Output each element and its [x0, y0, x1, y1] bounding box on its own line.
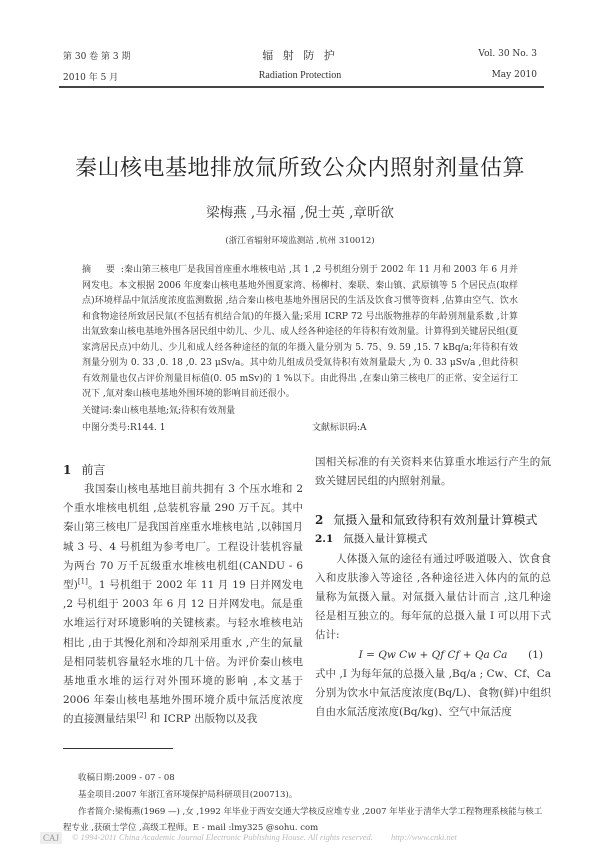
section-title: 氚摄入量和氚致待积有效剂量计算模式	[333, 513, 538, 528]
date-en: May 2010	[491, 70, 537, 80]
fund-project: 基金项目:2007 年浙江省环境保护局科研项目(200713)。	[78, 790, 298, 800]
volume-issue-cn: 第 30 卷 第 3 期	[63, 52, 131, 62]
date-cn: 2010 年 5 月	[63, 73, 119, 83]
publisher-logo-icon: CAJ	[40, 832, 62, 844]
abstract-text: :秦山第三核电厂是我国首座重水堆核电站 ,其 1 ,2 号机组分别于 2002 年 11 月和 2003 年 6 月并网发电。本文根据 2006 年度秦山核电基地外围夏家湾、杨柳村、秦联、秦山镇、武原镇等 5 个居民点(取样点)环境样品中氚活度浓度监测数据 ,结合秦山核电基地外围居民的生活及饮食习惯等资料 ,估算由空气、饮水和食物途径所致居民氚(不包括有机结合氚)的年摄入量;采用 ICRP 72 号出版物推荐的年龄别剂量系数 ,计算出氚致秦山核电基地外围各居民组中幼儿、少儿、成人经各种途径的年待积有效剂量。计算得到关键居民组(夏家湾居民点)中幼儿、少儿和成人经各种途径的氚的年摄入量分别为 5. 75、9. 59 ,15. 7 kBq/a;年待积有效剂量分别为 0. 33 ,0. 18 ,0. 23 μSv/a。其中幼儿组成员受氚待积有效剂量最大 ,为 0. 33 μSv/a ,但此待积有效剂量也仅占评价剂量目标值(0. 05 mSv)的 1 %以下。由此得出 ,在秦山第三核电厂的正常、安全运行工况下 ,氚对秦山核电基地外围环境的影响目前还很小。	[82, 265, 518, 399]
cnki-link[interactable]: http://www.cnki.net	[390, 832, 457, 842]
author-bio: 作者简介:梁梅燕(1969 —) ,女 ,1992 年毕业于西安交通大学核反应堆专业 ,2007 年毕业于清华大学工程物理系核能与核工程专业 ,获硕士学位 ,高级工程师。E - mail :lmy325 @sohu. com	[63, 807, 543, 833]
footnote-rule	[63, 748, 173, 749]
section-title: 前言	[81, 463, 106, 477]
journal-name-cn: 辐 射 防 护	[262, 49, 338, 62]
journal-name-en: Radiation Protection	[258, 70, 342, 81]
intro-text-c: 和 ICRP 出版物以及我	[146, 713, 258, 726]
subsection-number: 2.1	[315, 533, 334, 546]
citation-2[interactable]: [2]	[136, 711, 147, 720]
header-rule	[59, 86, 544, 88]
formula-text: I = Qw Cw + Qf Cf + Qa Ca	[358, 648, 508, 661]
volume-issue-en: Vol. 30 No. 3	[478, 49, 537, 59]
classification-code: 中图分类号:R144. 1	[82, 423, 166, 433]
abstract	[82, 263, 518, 403]
document-id-code: 文献标识码:A	[312, 423, 367, 433]
page-footer	[40, 832, 560, 844]
keywords: 关键词:秦山核电基地;氚;待积有效剂量	[82, 406, 236, 416]
equation-number: (1)	[528, 648, 543, 661]
section-heading-2	[315, 510, 551, 530]
affiliation: (浙江省辐射环境监测站 ,杭州 310012)	[225, 236, 375, 246]
intro-text-b: 。1 号机组于 2002 年 11 月 19 日并网发电 ,2 号机组于 2003 年 6 月 12 日并网发电。氚是重水堆运行对环境影响的关键核素。与轻水堆核电站相比 ,由于其慢化剂和冷却剂采用重水 ,产生的氚量是相同装机容量轻水堆的几十倍。为评价秦山核电基地重水堆的运行对外围环境的影响 ,本文基于 2006 年秦山核电基地外围环境介质中氚活度浓度的直接测量结果	[63, 579, 303, 726]
intake-paragraph: 人体摄入氚的途径有通过呼吸道吸入、饮食食入和皮肤渗入等途径 ,各种途径进入体内的氚的总量称为氚摄入量。对氚摄入量估计而言 ,这几种途径是相互独立的。每年氚的总摄入量 I 可以用下式估计:	[315, 552, 551, 642]
intro-continued: 国相关标准的有关资料来估算重水堆运行产生的氚致关键居民组的内照射剂量。	[315, 456, 551, 488]
received-date: 收稿日期:2009 - 07 - 08	[78, 773, 175, 783]
copyright-text: © 1994-2011 China Academic Journal Electronic Publishing House. All rights reserved.	[72, 832, 373, 842]
equation-1	[315, 646, 551, 665]
section-heading-1	[63, 460, 303, 480]
abstract-label: 摘 要	[82, 265, 121, 275]
section-number: 1	[63, 463, 72, 477]
subsection-heading-2-1	[315, 530, 551, 549]
intro-text-a: 我国秦山核电基地目前共拥有 3 个压水堆和 2 个重水堆核电机组 ,总装机容量 290 万千瓦。其中秦山第三核电厂是我国首座重水堆核电站 ,以韩国月城 3 号、4 号机组为参考电厂。工程设计装机容量为两台 70 万千瓦级重水堆核电机组(CANDU - 6 型)	[63, 483, 303, 592]
author-list: 梁梅燕 ,马永福 ,倪士英 ,章昕欲	[206, 205, 394, 221]
section-number: 2	[315, 513, 324, 528]
column-right	[315, 453, 551, 722]
intro-paragraph	[63, 480, 303, 730]
paper-title: 秦山核电基地排放氚所致公众内照射剂量估算	[74, 156, 525, 181]
formula-explanation: 式中 ,I 为每年氚的总摄入量 ,Bq/a ; Cw、Cf、Ca 分别为饮水中氚活度浓度(Bq/L)、食物(鲜)中组织自由水氚活度浓度(Bq/kg)、空气中氚活度	[315, 667, 551, 719]
column-left	[63, 460, 303, 730]
citation-1[interactable]: [1]	[77, 577, 88, 586]
subsection-title: 氚摄入量计算模式	[343, 533, 428, 546]
